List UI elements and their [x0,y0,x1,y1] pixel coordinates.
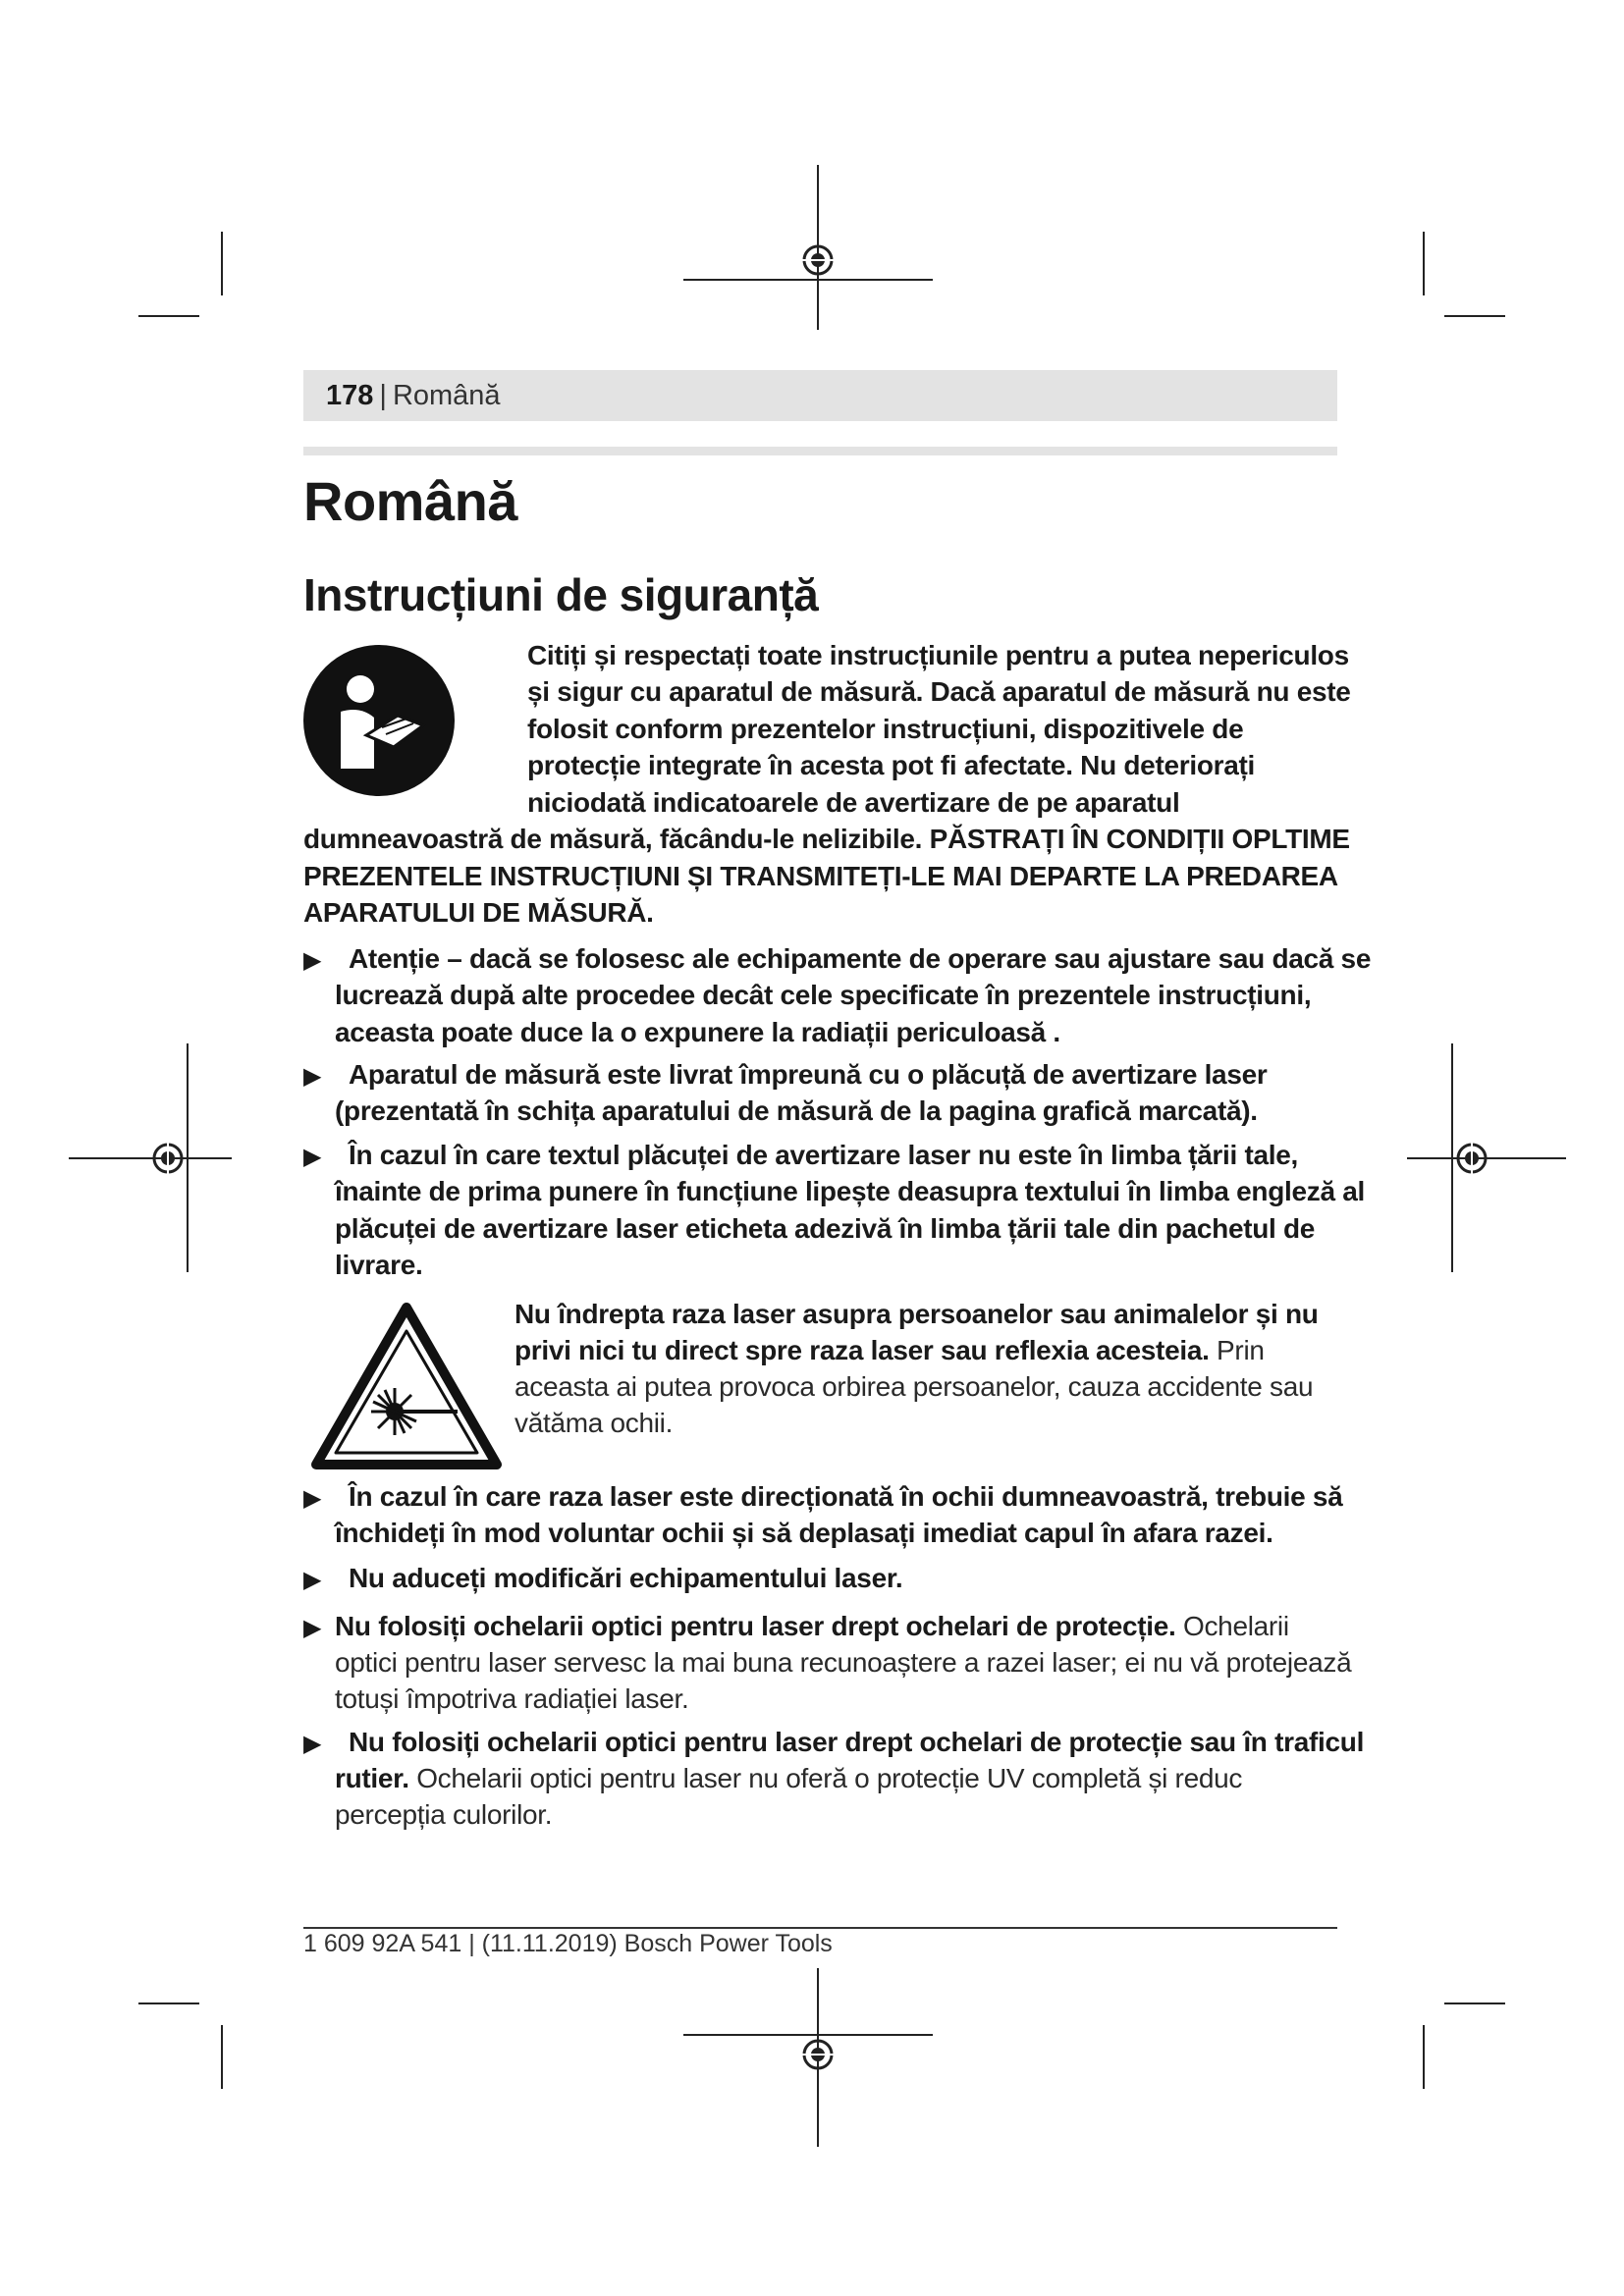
bullet-text: În cazul în care raza laser este direcționată în ochii dumneavoastră, trebuie să [349,1481,1343,1512]
crop-mark [1423,232,1425,295]
bullet-text: Atenție – dacă se folosesc ale echipamente de operare sau ajustare sau dacă se [349,943,1372,974]
intro-line: niciodată indicatoarele de avertizare de pe aparatul [527,787,1180,818]
registration-mark-bottom [683,1968,939,2150]
bullet-icon: ▶ [303,1615,322,1641]
laser-warning-line: vătăma ochii. [514,1408,674,1438]
bullet-icon: ▶ [303,1144,322,1170]
intro-line: APARATULUI DE MĂSURĂ. [303,897,654,928]
page-footer: 1 609 92A 541 | (11.11.2019) Bosch Power Tools [303,1930,833,1957]
page-number: 178 [326,379,374,411]
crop-mark [1444,315,1505,317]
laser-warning-icon [310,1302,503,1470]
bullet-text: optici pentru laser servesc la mai buna recunoaștere a razei laser; ei nu vă protejează [335,1647,1352,1678]
bullet-text: plăcuței de avertizare laser eticheta adezivă în limba țării tale din pachetul de [335,1213,1316,1244]
bullet-icon: ▶ [303,1063,322,1090]
section-title: Instrucțiuni de siguranță [303,569,819,620]
header-separator: | [379,379,387,411]
crop-mark [221,2025,223,2089]
registration-mark-right [1404,1043,1571,1279]
bullet-bold: Nu folosiți ochelarii optici pentru laser drept ochelari de protecție. [335,1611,1176,1641]
registration-mark-top [683,165,939,332]
bullet-icon: ▶ [303,947,322,974]
bullet-text: lucrează după alte procedee decât cele specificate în prezentele instrucțiuni, [335,980,1312,1010]
intro-line: și sigur cu aparatul de măsură. Dacă aparatul de măsură nu este [527,676,1351,707]
bullet-text [335,1608,1289,1645]
bullet-text: totuși împotriva radiației laser. [335,1683,689,1714]
bullet-icon: ▶ [303,1567,322,1593]
intro-line: protecție integrate în acesta pot fi afectate. Nu deteriorați [527,750,1255,780]
bullet-normal: Ochelarii [1175,1611,1289,1641]
footer-rule [303,1927,1337,1929]
crop-mark [1423,2025,1425,2089]
crop-mark [138,315,199,317]
bullet-text [335,1760,1242,1797]
header-rule [303,447,1337,455]
laser-warning-line [514,1332,1265,1369]
intro-line: PREZENTELE INSTRUCȚIUNI ȘI TRANSMITEȚI-LE MAI DEPARTE LA PREDAREA [303,861,1338,891]
laser-warning-line: aceasta ai putea provoca orbirea persoanelor, cauza accidente sau [514,1371,1314,1402]
bullet-text: aceasta poate duce la o expunere la radiații periculoasă . [335,1017,1060,1047]
crop-mark [1444,2002,1505,2004]
bullet-text: livrare. [335,1250,423,1280]
laser-warning-normal: Prin [1209,1335,1265,1365]
crop-mark [221,232,223,295]
bullet-text: percepția culorilor. [335,1799,553,1830]
intro-line: dumneavoastră de măsură, făcându-le nelizibile. PĂSTRAȚI ÎN CONDIȚII OPLTIME [303,824,1350,854]
page-header [303,370,1337,421]
bullet-icon: ▶ [303,1731,322,1757]
page-title: Română [303,470,517,532]
read-manual-icon [303,645,455,796]
bullet-text: închideți în mod voluntar ochii și să deplasați imediat capul în afara razei. [335,1518,1273,1548]
registration-mark-left [69,1043,236,1279]
laser-warning-bold: privi nici tu direct spre raza laser sau reflexia acesteia. [514,1335,1210,1365]
bullet-text: înainte de prima punere în funcțiune lipește deasupra textului în limba engleză al [335,1176,1365,1206]
bullet-text: (prezentată în schița aparatului de măsură de la pagina grafică marcată). [335,1095,1258,1126]
bullet-icon: ▶ [303,1485,322,1512]
bullet-text: Nu aduceți modificări echipamentului laser. [349,1563,903,1593]
header-language: Română [392,379,501,411]
bullet-bold: rutier. [335,1763,409,1793]
bullet-text: Aparatul de măsură este livrat împreună cu o plăcuță de avertizare laser [349,1059,1268,1090]
intro-line: Citiți și respectați toate instrucțiunile pentru a putea nepericulos [527,640,1349,670]
intro-line: folosit conform prezentelor instrucțiuni, dispozitivele de [527,714,1244,744]
bullet-text: În cazul în care textul plăcuței de avertizare laser nu este în limba țării tale, [349,1140,1298,1170]
laser-warning-line: Nu îndrepta raza laser asupra persoanelor sau animalelor și nu [514,1299,1319,1329]
bullet-text: Nu folosiți ochelarii optici pentru laser drept ochelari de protecție sau în traficul [349,1727,1365,1757]
bullet-normal: Ochelarii optici pentru laser nu oferă o protecție UV completă și reduc [408,1763,1243,1793]
crop-mark [138,2002,199,2004]
